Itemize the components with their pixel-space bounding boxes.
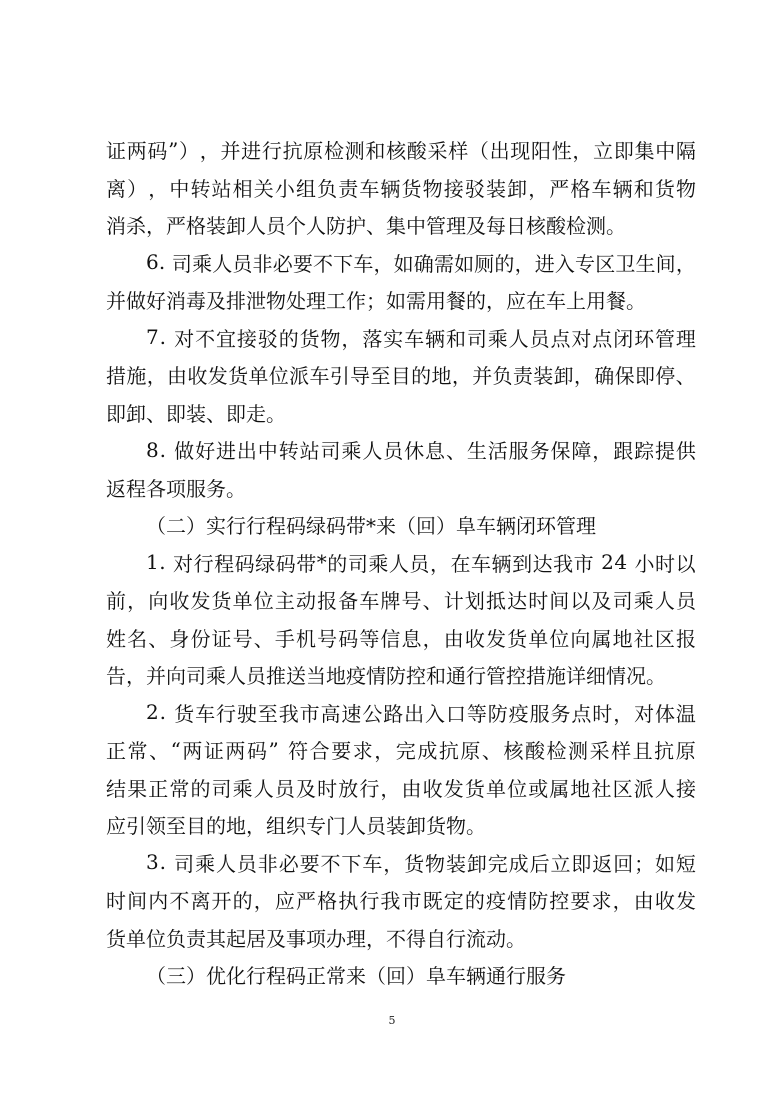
text-line: 前 ， 向 收 发 货 单 位 主 动 报 备 车 牌 号 、 计 划 抵 达 时 间 以 及 司 乘 人 员 — [106, 589, 696, 614]
section-heading — [106, 506, 696, 544]
text-line: 3 . 司 乘 人 员 非 必 要 不 下 车 ， 货 物 装 卸 完 成 后 立 即 返 回 ； 如 短 — [146, 850, 696, 876]
text-line: 2 . 货 车 行 驶 至 我 市 高 速 公 路 出 入 口 等 防 疫 服 务 点 时 ， 对 体 温 — [146, 700, 696, 726]
paragraph — [106, 694, 696, 844]
text-line: 并做好消毒及排泄物处理工作；如需用餐的，应在车上用餐。 — [106, 289, 646, 314]
paragraph — [106, 319, 696, 432]
text-line: 证 两 码 ” ） ， 并 进 行 抗 原 检 测 和 核 酸 采 样 （ 出 现 阳 性 ， 立 即 集 中 隔 — [106, 137, 696, 164]
document-body — [106, 131, 696, 994]
text-line: 措 施 ， 由 收 发 货 单 位 派 车 引 导 至 目 的 地 ， 并 负 责 装 卸 ， 确 保 即 停 、 — [106, 364, 696, 389]
paragraph — [106, 844, 696, 957]
paragraph — [106, 244, 696, 319]
text-line: 货单位负责其起居及事项办理，不得自行流动。 — [106, 926, 526, 951]
text-line: 正 常 、 “ 两 证 两 码 ” 符 合 要 求 ， 完 成 抗 原 、 核 酸 检 测 采 样 且 抗 原 — [106, 737, 696, 764]
text-line: 8 . 做 好 进 出 中 转 站 司 乘 人 员 休 息 、 生 活 服 务 保 障 ， 跟 踪 提 供 — [146, 437, 696, 464]
text-line: 结 果 正 常 的 司 乘 人 员 及 时 放 行 ， 由 收 发 货 单 位 或 属 地 社 区 派 人 接 — [106, 776, 696, 801]
text-line: 6 . 司 乘 人 员 非 必 要 不 下 车 ， 如 确 需 如 厕 的 ， 进 入 专 区 卫 生 间 ， — [146, 250, 696, 276]
paragraph — [106, 131, 696, 244]
heading-line: （二）实行行程码绿码带*来（回）阜车辆闭环管理 — [146, 514, 596, 539]
paragraph — [106, 544, 696, 694]
text-line: 返程各项服务。 — [106, 476, 246, 501]
text-line: 应引领至目的地，组织专门人员装卸货物。 — [106, 814, 486, 839]
section-heading — [106, 956, 696, 994]
text-line: 时 间 内 不 离 开 的 ， 应 严 格 执 行 我 市 既 定 的 疫 情 防 控 要 求 ， 由 收 发 — [106, 889, 696, 914]
text-line: 告，并向司乘人员推送当地疫情防控和通行管控措施详细情况。 — [106, 664, 666, 689]
text-line: 消杀，严格装卸人员个人防护、集中管理及每日核酸检测。 — [106, 214, 626, 239]
text-line: 7 . 对 不 宜 接 驳 的 货 物 ， 落 实 车 辆 和 司 乘 人 员 点 对 点 闭 环 管 理 — [146, 325, 696, 351]
page-number: 5 — [388, 1014, 396, 1027]
heading-line: （三）优化行程码正常来（回）阜车辆通行服务 — [146, 964, 566, 989]
text-line: 姓 名 、 身 份 证 号 、 手 机 号 码 等 信 息 ， 由 收 发 货 单 位 向 属 地 社 区 报 — [106, 626, 696, 651]
paragraph — [106, 431, 696, 506]
text-line: 即卸、即装、即走。 — [106, 401, 286, 426]
text-line: 离 ） ， 中 转 站 相 关 小 组 负 责 车 辆 货 物 接 驳 装 卸 ， 严 格 车 辆 和 货 物 — [106, 176, 696, 201]
text-line: 1 . 对 行 程 码 绿 码 带 * 的 司 乘 人 员 ， 在 车 辆 到 达 我 市 2 4 小 时 以 — [146, 550, 696, 576]
